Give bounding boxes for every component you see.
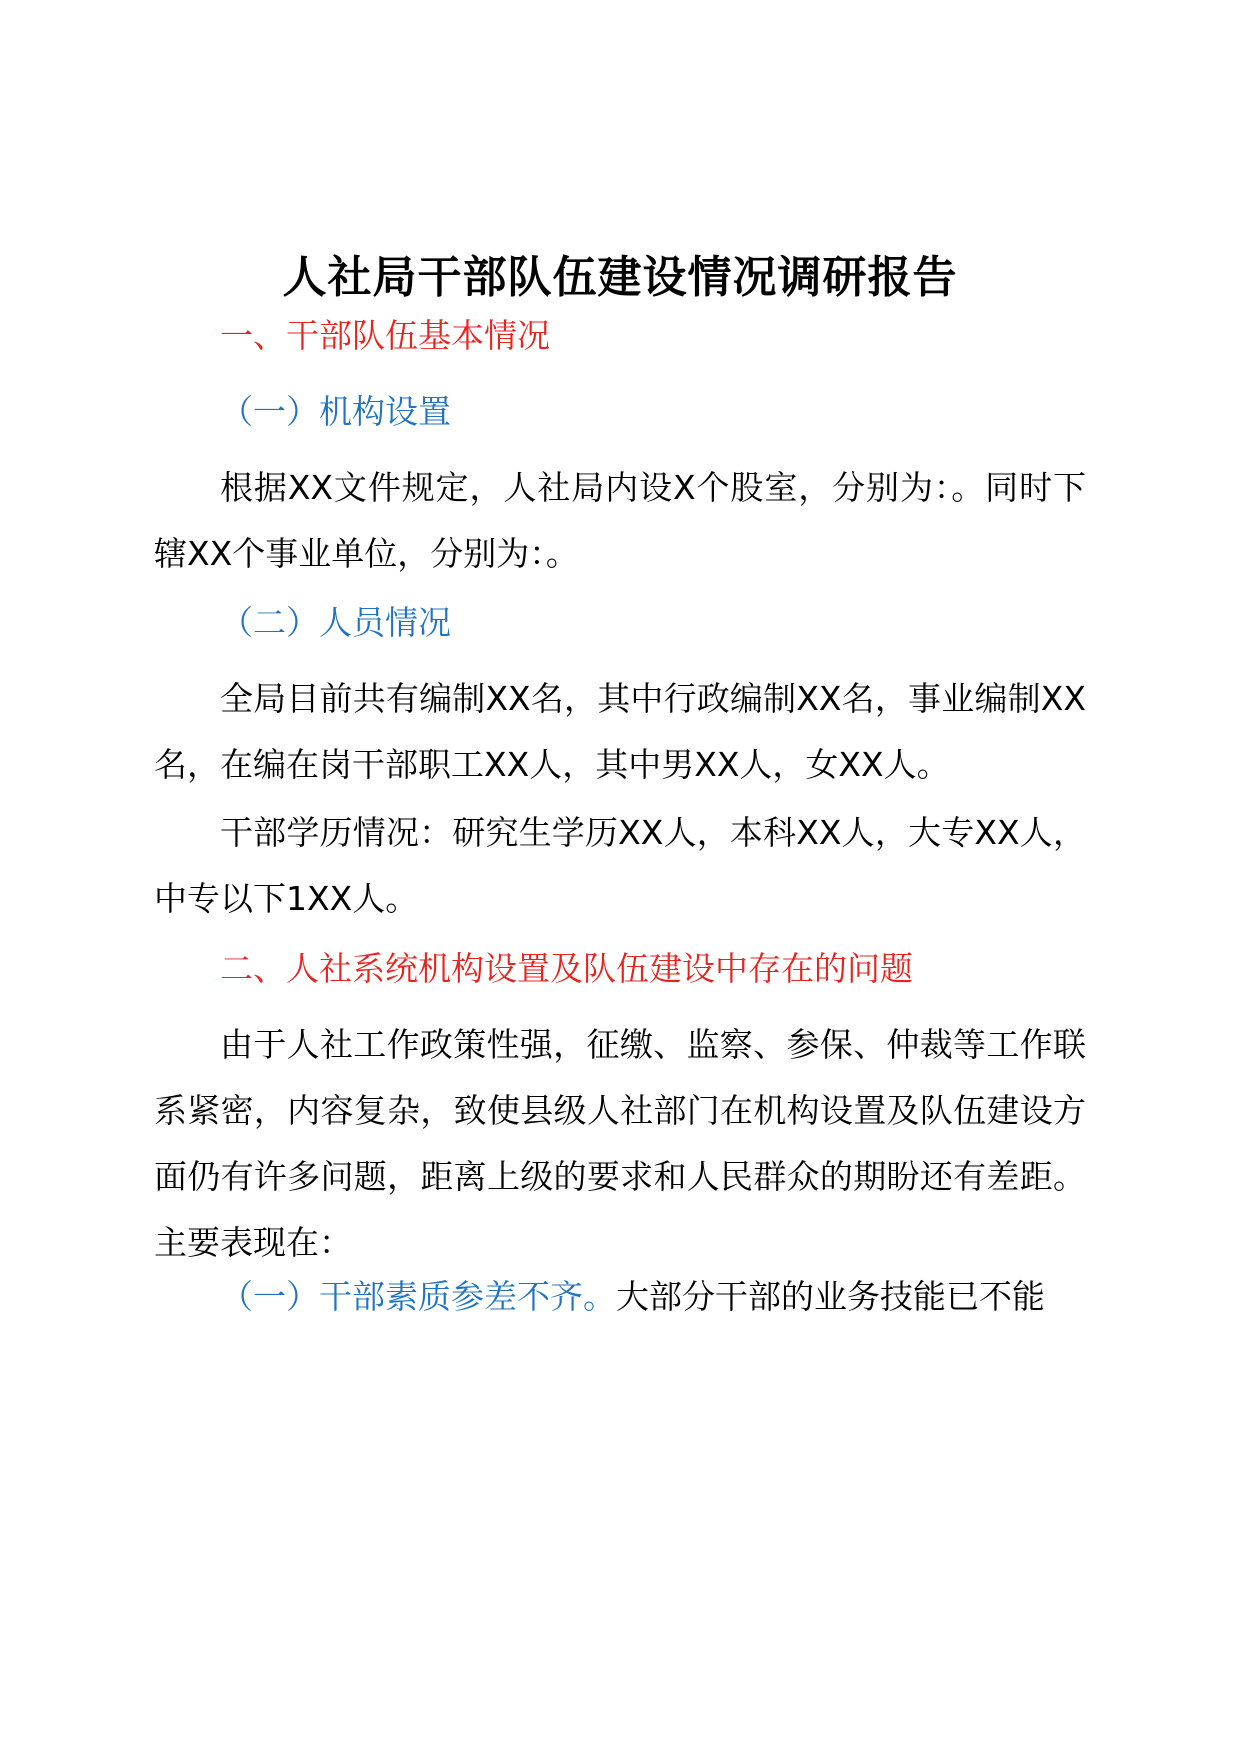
problem-1-text: 大部分干部的业务技能已不能 bbox=[616, 1277, 1045, 1316]
subsection-1-2-heading: （二）人员情况 bbox=[220, 603, 451, 642]
paragraph-problems-intro: 由于人社工作政策性强，征缴、监察、参保、仲裁等工作联系紧密，内容复杂，致使县级人社部门在机构设置及队伍建设方面仍有许多问题，距离上级的要求和人民群众的期盼还有差距。主要表现在： bbox=[154, 1025, 1086, 1262]
section-2-heading: 二、人社系统机构设置及队伍建设中存在的问题 bbox=[220, 949, 913, 988]
paragraph-education: 干部学历情况：研究生学历XX人，本科XX人，大专XX人，中专以下1XX人。 bbox=[154, 813, 1086, 918]
document-title: 人社局干部队伍建设情况调研报告 bbox=[282, 252, 958, 303]
subsection-1-1-heading: （一）机构设置 bbox=[220, 392, 451, 431]
paragraph-problem-1 bbox=[154, 1264, 1086, 1330]
document-page bbox=[154, 0, 1086, 1754]
paragraph-organization: 根据XX文件规定，人社局内设X个股室，分别为：。同时下辖XX个事业单位，分别为：。 bbox=[154, 468, 1086, 573]
paragraph-staffing: 全局目前共有编制XX名，其中行政编制XX名，事业编制XX名，在编在岗干部职工XX人，其中男XX人，女XX人。 bbox=[154, 679, 1086, 784]
section-1-heading: 一、干部队伍基本情况 bbox=[220, 316, 550, 355]
problem-1-heading: （一）干部素质参差不齐。 bbox=[220, 1277, 616, 1316]
